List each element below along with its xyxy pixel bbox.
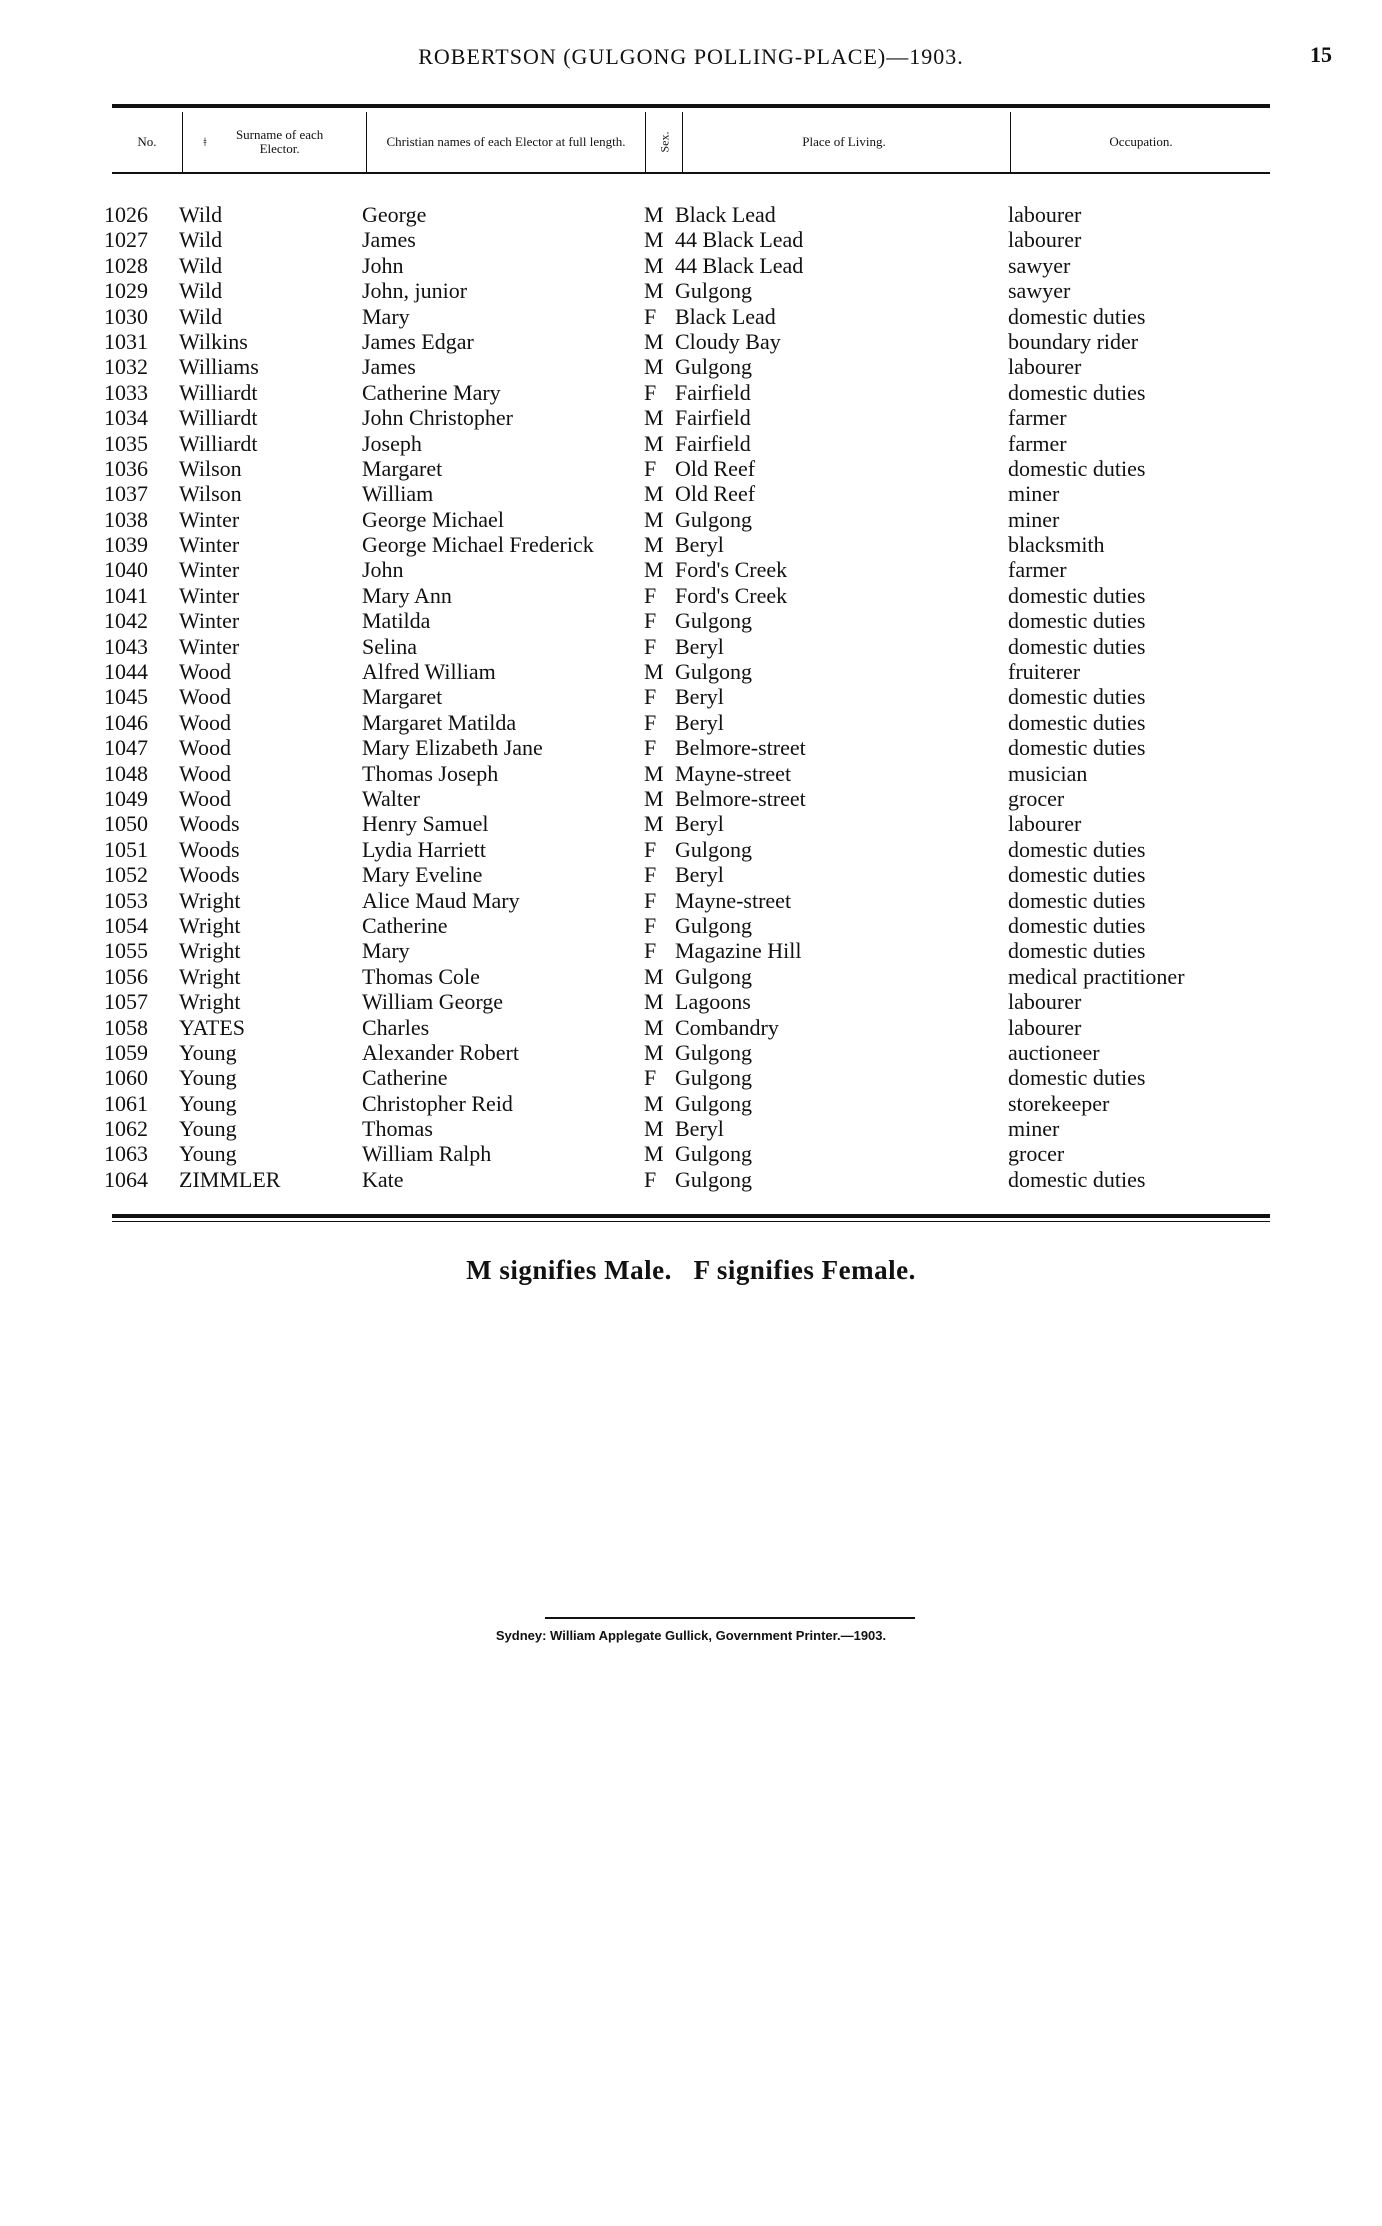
table-row (104, 684, 1284, 709)
elector-surname: YATES (179, 1014, 246, 1040)
elector-occupation: domestic duties (1008, 684, 1146, 710)
elector-number: 1036 (104, 455, 148, 481)
elector-surname: Wilson (179, 455, 242, 481)
elector-given-names: Mary (362, 303, 410, 329)
elector-number: 1063 (104, 1141, 148, 1167)
elector-sex: M (644, 354, 664, 380)
elector-place: Beryl (675, 684, 724, 710)
elector-surname: Wood (179, 659, 232, 685)
elector-place: Gulgong (675, 659, 752, 685)
elector-place: Cloudy Bay (675, 328, 781, 354)
elector-occupation: miner (1008, 1116, 1060, 1142)
elector-place: Gulgong (675, 1065, 752, 1091)
elector-surname: Wild (179, 252, 223, 278)
elector-given-names: Thomas (362, 1116, 433, 1142)
elector-number: 1051 (104, 836, 148, 862)
elector-occupation: domestic duties (1008, 608, 1146, 634)
elector-sex: F (644, 684, 657, 710)
table-row (104, 227, 1284, 252)
elector-given-names: William George (362, 989, 504, 1015)
elector-sex: F (644, 379, 657, 405)
elector-surname: Wild (179, 278, 223, 304)
elector-sex: M (644, 430, 664, 456)
elector-sex: M (644, 659, 664, 685)
table-row (104, 1116, 1284, 1141)
page-header (0, 44, 1382, 74)
elector-sex: M (644, 481, 664, 507)
page-number: 15 (1310, 42, 1332, 67)
table-row (104, 1091, 1284, 1116)
column-header-sex: Sex. (657, 131, 671, 153)
elector-given-names: Henry Samuel (362, 811, 489, 837)
elector-given-names: John Christopher (362, 405, 513, 431)
elector-occupation: boundary rider (1008, 328, 1139, 354)
elector-number: 1038 (104, 506, 148, 532)
elector-occupation: storekeeper (1008, 1090, 1110, 1116)
elector-occupation: labourer (1008, 227, 1082, 253)
elector-place: Ford's Creek (675, 557, 788, 583)
elector-number: 1042 (104, 608, 148, 634)
elector-number: 1058 (104, 1014, 148, 1040)
elector-sex: M (644, 557, 664, 583)
table-row (104, 634, 1284, 659)
column-header-occupation: Occupation. (1109, 134, 1173, 149)
table-row (104, 481, 1284, 506)
column-header-no: No. (137, 134, 157, 149)
elector-occupation: domestic duties (1008, 1065, 1146, 1091)
elector-surname: Young (179, 1065, 237, 1091)
register-bottom-rule-fine (112, 1221, 1270, 1222)
elector-surname: Woods (179, 836, 240, 862)
elector-place: Gulgong (675, 1090, 752, 1116)
elector-sex: F (644, 608, 657, 634)
elector-surname: Wright (179, 887, 241, 913)
elector-sex: M (644, 989, 664, 1015)
elector-surname: Winter (179, 532, 240, 558)
column-divider (645, 112, 646, 174)
elector-given-names: Catherine (362, 912, 448, 938)
elector-given-names: Margaret (362, 455, 443, 481)
elector-number: 1032 (104, 354, 148, 380)
elector-sex: F (644, 862, 657, 888)
elector-occupation: domestic duties (1008, 1166, 1146, 1192)
elector-surname: Wilkins (179, 328, 248, 354)
table-row (104, 938, 1284, 963)
elector-occupation: fruiterer (1008, 659, 1081, 685)
elector-place: Beryl (675, 1116, 724, 1142)
elector-occupation: domestic duties (1008, 912, 1146, 938)
elector-occupation: labourer (1008, 202, 1082, 227)
elector-number: 1039 (104, 532, 148, 558)
elector-occupation: auctioneer (1008, 1039, 1100, 1065)
elector-occupation: medical practitioner (1008, 963, 1185, 989)
elector-number: 1034 (104, 405, 148, 431)
elector-surname: Wood (179, 684, 232, 710)
elector-number: 1056 (104, 963, 148, 989)
elector-surname: Young (179, 1039, 237, 1065)
elector-sex: F (644, 938, 657, 964)
elector-given-names: Mary Elizabeth Jane (362, 735, 543, 761)
table-row (104, 456, 1284, 481)
elector-given-names: Joseph (362, 430, 422, 456)
elector-given-names: James (362, 354, 416, 380)
elector-sex: M (644, 532, 664, 558)
elector-number: 1031 (104, 328, 148, 354)
table-row (104, 380, 1284, 405)
elector-sex: M (644, 1039, 664, 1065)
column-divider (1010, 112, 1011, 174)
table-row (104, 1015, 1284, 1040)
table-row (104, 608, 1284, 633)
elector-place: Gulgong (675, 278, 752, 304)
elector-surname: Wilson (179, 481, 242, 507)
table-row (104, 964, 1284, 989)
elector-given-names: Mary Ann (362, 582, 452, 608)
table-row (104, 989, 1284, 1014)
elector-occupation: farmer (1008, 430, 1067, 456)
elector-number: 1049 (104, 785, 148, 811)
elector-given-names: Mary (362, 938, 410, 964)
header-bottom-rule (112, 172, 1270, 174)
elector-sex: M (644, 785, 664, 811)
elector-surname: Wood (179, 735, 232, 761)
elector-sex: F (644, 836, 657, 862)
table-row (104, 811, 1284, 836)
elector-occupation: miner (1008, 481, 1060, 507)
elector-occupation: domestic duties (1008, 735, 1146, 761)
elector-occupation: domestic duties (1008, 709, 1146, 735)
elector-place: Beryl (675, 709, 724, 735)
elector-given-names: Kate (362, 1166, 404, 1192)
elector-occupation: sawyer (1008, 278, 1071, 304)
elector-number: 1028 (104, 252, 148, 278)
elector-number: 1026 (104, 202, 148, 227)
elector-occupation: domestic duties (1008, 633, 1146, 659)
elector-place: Fairfield (675, 379, 751, 405)
column-header-place: Place of Living. (802, 134, 886, 149)
elector-occupation: musician (1008, 760, 1088, 786)
elector-surname: Williardt (179, 379, 258, 405)
elector-place: Fairfield (675, 405, 751, 431)
elector-given-names: Matilda (362, 608, 431, 634)
table-row (104, 202, 1284, 227)
elector-surname: Wild (179, 202, 223, 227)
table-row (104, 659, 1284, 684)
elector-given-names: Selina (362, 633, 417, 659)
elector-surname: Williams (179, 354, 259, 380)
table-row (104, 1167, 1284, 1192)
elector-surname: Winter (179, 633, 240, 659)
elector-place: Black Lead (675, 202, 776, 227)
elector-surname: Williardt (179, 430, 258, 456)
elector-sex: M (644, 1090, 664, 1116)
elector-given-names: Margaret (362, 684, 443, 710)
elector-occupation: domestic duties (1008, 455, 1146, 481)
column-headers (112, 110, 1270, 174)
elector-occupation: grocer (1008, 785, 1065, 811)
elector-occupation: domestic duties (1008, 836, 1146, 862)
elector-place: Gulgong (675, 912, 752, 938)
elector-given-names: Charles (362, 1014, 430, 1040)
elector-surname: Woods (179, 811, 240, 837)
header-top-rule (112, 104, 1270, 108)
table-row (104, 278, 1284, 303)
elector-given-names: James Edgar (362, 328, 474, 354)
elector-given-names: Catherine (362, 1065, 448, 1091)
elector-place: Old Reef (675, 455, 756, 481)
elector-place: Lagoons (675, 989, 751, 1015)
elector-place: Gulgong (675, 963, 752, 989)
table-row (104, 786, 1284, 811)
table-row (104, 1141, 1284, 1166)
elector-surname: ZIMMLER (179, 1166, 281, 1192)
table-row (104, 354, 1284, 379)
elector-place: Beryl (675, 633, 724, 659)
table-row (104, 431, 1284, 456)
elector-given-names: James (362, 227, 416, 253)
elector-given-names: John, junior (362, 278, 468, 304)
elector-number: 1037 (104, 481, 148, 507)
elector-surname: Winter (179, 557, 240, 583)
elector-surname: Young (179, 1116, 237, 1142)
elector-given-names: John (362, 252, 404, 278)
elector-sex: M (644, 202, 664, 227)
elector-sex: M (644, 328, 664, 354)
elector-place: Beryl (675, 862, 724, 888)
elector-given-names: Alexander Robert (362, 1039, 519, 1065)
elector-occupation: blacksmith (1008, 532, 1105, 558)
elector-occupation: farmer (1008, 557, 1067, 583)
elector-occupation: labourer (1008, 354, 1082, 380)
elector-place: Gulgong (675, 608, 752, 634)
elector-number: 1035 (104, 430, 148, 456)
elector-surname: Wright (179, 963, 241, 989)
elector-number: 1062 (104, 1116, 148, 1142)
elector-number: 1029 (104, 278, 148, 304)
page-title: ROBERTSON (GULGONG POLLING-PLACE)—1903. (418, 44, 964, 69)
elector-sex: F (644, 912, 657, 938)
elector-occupation: domestic duties (1008, 303, 1146, 329)
elector-given-names: George (362, 202, 427, 227)
register-bottom-rule (112, 1214, 1270, 1218)
elector-number: 1044 (104, 659, 148, 685)
elector-place: Mayne-street (675, 760, 792, 786)
table-row (104, 710, 1284, 735)
elector-given-names: Alfred William (362, 659, 496, 685)
elector-sex: F (644, 709, 657, 735)
elector-given-names: Thomas Joseph (362, 760, 499, 786)
elector-sex: M (644, 760, 664, 786)
elector-given-names: Christopher Reid (362, 1090, 513, 1116)
elector-number: 1057 (104, 989, 148, 1015)
elector-number: 1040 (104, 557, 148, 583)
elector-place: Belmore-street (675, 735, 806, 761)
elector-sex: M (644, 811, 664, 837)
elector-sex: M (644, 252, 664, 278)
table-row (104, 557, 1284, 582)
table-row (104, 837, 1284, 862)
table-row (104, 253, 1284, 278)
elector-occupation: labourer (1008, 811, 1082, 837)
elector-surname: Wood (179, 785, 232, 811)
elector-surname: Wild (179, 227, 223, 253)
elector-place: Mayne-street (675, 887, 792, 913)
elector-number: 1053 (104, 887, 148, 913)
elector-place: Black Lead (675, 303, 776, 329)
elector-number: 1055 (104, 938, 148, 964)
elector-number: 1041 (104, 582, 148, 608)
elector-surname: Woods (179, 862, 240, 888)
table-row (104, 1040, 1284, 1065)
column-header-surname: ǂ Surname of each Elector. (203, 127, 324, 156)
elector-place: Beryl (675, 532, 724, 558)
elector-surname: Wright (179, 938, 241, 964)
elector-surname: Wright (179, 989, 241, 1015)
elector-place: Gulgong (675, 506, 752, 532)
elector-given-names: Alice Maud Mary (362, 887, 520, 913)
elector-number: 1060 (104, 1065, 148, 1091)
elector-number: 1050 (104, 811, 148, 837)
table-row (104, 304, 1284, 329)
elector-number: 1061 (104, 1090, 148, 1116)
column-header-given: Christian names of each Elector at full length. (386, 134, 626, 149)
elector-sex: M (644, 227, 664, 253)
table-row (104, 329, 1284, 354)
elector-sex: M (644, 506, 664, 532)
elector-occupation: farmer (1008, 405, 1067, 431)
table-row (104, 735, 1284, 760)
elector-given-names: George Michael Frederick (362, 532, 594, 558)
elector-number: 1052 (104, 862, 148, 888)
elector-occupation: labourer (1008, 1014, 1082, 1040)
elector-given-names: William (362, 481, 434, 507)
elector-occupation: domestic duties (1008, 938, 1146, 964)
elector-occupation: miner (1008, 506, 1060, 532)
elector-given-names: William Ralph (362, 1141, 492, 1167)
elector-place: Gulgong (675, 354, 752, 380)
elector-occupation: labourer (1008, 989, 1082, 1015)
elector-surname: Young (179, 1090, 237, 1116)
elector-surname: Wood (179, 760, 232, 786)
elector-place: Belmore-street (675, 785, 806, 811)
elector-sex: F (644, 303, 657, 329)
elector-place: Combandry (675, 1014, 779, 1040)
elector-sex: F (644, 582, 657, 608)
elector-place: Gulgong (675, 1166, 752, 1192)
elector-number: 1033 (104, 379, 148, 405)
elector-surname: Young (179, 1141, 237, 1167)
elector-sex: M (644, 278, 664, 304)
elector-surname: Wild (179, 303, 223, 329)
printer-imprint: Sydney: William Applegate Gullick, Government Printer.—1903. (495, 1628, 887, 1643)
elector-number: 1027 (104, 227, 148, 253)
elector-sex: M (644, 1014, 664, 1040)
column-divider (682, 112, 683, 174)
elector-sex: M (644, 963, 664, 989)
table-row (104, 913, 1284, 938)
elector-given-names: Catherine Mary (362, 379, 501, 405)
elector-place: Magazine Hill (675, 938, 802, 964)
elector-place: 44 Black Lead (675, 252, 804, 278)
elector-sex: F (644, 887, 657, 913)
table-row (104, 405, 1284, 430)
column-divider (182, 112, 183, 174)
elector-surname: Williardt (179, 405, 258, 431)
elector-sex: F (644, 735, 657, 761)
elector-place: Ford's Creek (675, 582, 788, 608)
table-row (104, 862, 1284, 887)
elector-surname: Wright (179, 912, 241, 938)
elector-number: 1048 (104, 760, 148, 786)
surname-mark: ǂ (203, 134, 207, 149)
elector-number: 1030 (104, 303, 148, 329)
sex-legend: M signifies Male. F signifies Female. (466, 1255, 916, 1285)
elector-given-names: Thomas Cole (362, 963, 480, 989)
elector-sex: F (644, 633, 657, 659)
elector-given-names: Lydia Harriett (362, 836, 487, 862)
elector-surname: Winter (179, 608, 240, 634)
elector-number: 1059 (104, 1039, 148, 1065)
elector-occupation: domestic duties (1008, 887, 1146, 913)
elector-sex: F (644, 1065, 657, 1091)
elector-number: 1047 (104, 735, 148, 761)
elector-surname: Winter (179, 506, 240, 532)
elector-sex: M (644, 405, 664, 431)
table-row (104, 532, 1284, 557)
column-divider (366, 112, 367, 174)
elector-number: 1043 (104, 633, 148, 659)
elector-sex: M (644, 1141, 664, 1167)
elector-given-names: Mary Eveline (362, 862, 483, 888)
elector-given-names: George Michael (362, 506, 504, 532)
elector-occupation: grocer (1008, 1141, 1065, 1167)
elector-number: 1064 (104, 1166, 148, 1192)
elector-occupation: domestic duties (1008, 862, 1146, 888)
table-row (104, 888, 1284, 913)
table-row (104, 583, 1284, 608)
elector-sex: M (644, 1116, 664, 1142)
table-row (104, 1065, 1284, 1090)
elector-number: 1054 (104, 912, 148, 938)
elector-number: 1045 (104, 684, 148, 710)
elector-surname: Wood (179, 709, 232, 735)
elector-place: Beryl (675, 811, 724, 837)
elector-given-names: John (362, 557, 404, 583)
elector-given-names: Margaret Matilda (362, 709, 517, 735)
elector-place: Fairfield (675, 430, 751, 456)
elector-place: Gulgong (675, 836, 752, 862)
table-row (104, 761, 1284, 786)
elector-sex: F (644, 1166, 657, 1192)
elector-place: Gulgong (675, 1039, 752, 1065)
elector-number: 1046 (104, 709, 148, 735)
elector-occupation: domestic duties (1008, 379, 1146, 405)
imprint-rule (545, 1617, 915, 1619)
elector-occupation: domestic duties (1008, 582, 1146, 608)
elector-register (104, 202, 1284, 1192)
elector-place: Gulgong (675, 1141, 752, 1167)
elector-place: Old Reef (675, 481, 756, 507)
elector-occupation: sawyer (1008, 252, 1071, 278)
elector-given-names: Walter (362, 785, 421, 811)
table-row (104, 507, 1284, 532)
elector-surname: Winter (179, 582, 240, 608)
elector-sex: F (644, 455, 657, 481)
elector-place: 44 Black Lead (675, 227, 804, 253)
